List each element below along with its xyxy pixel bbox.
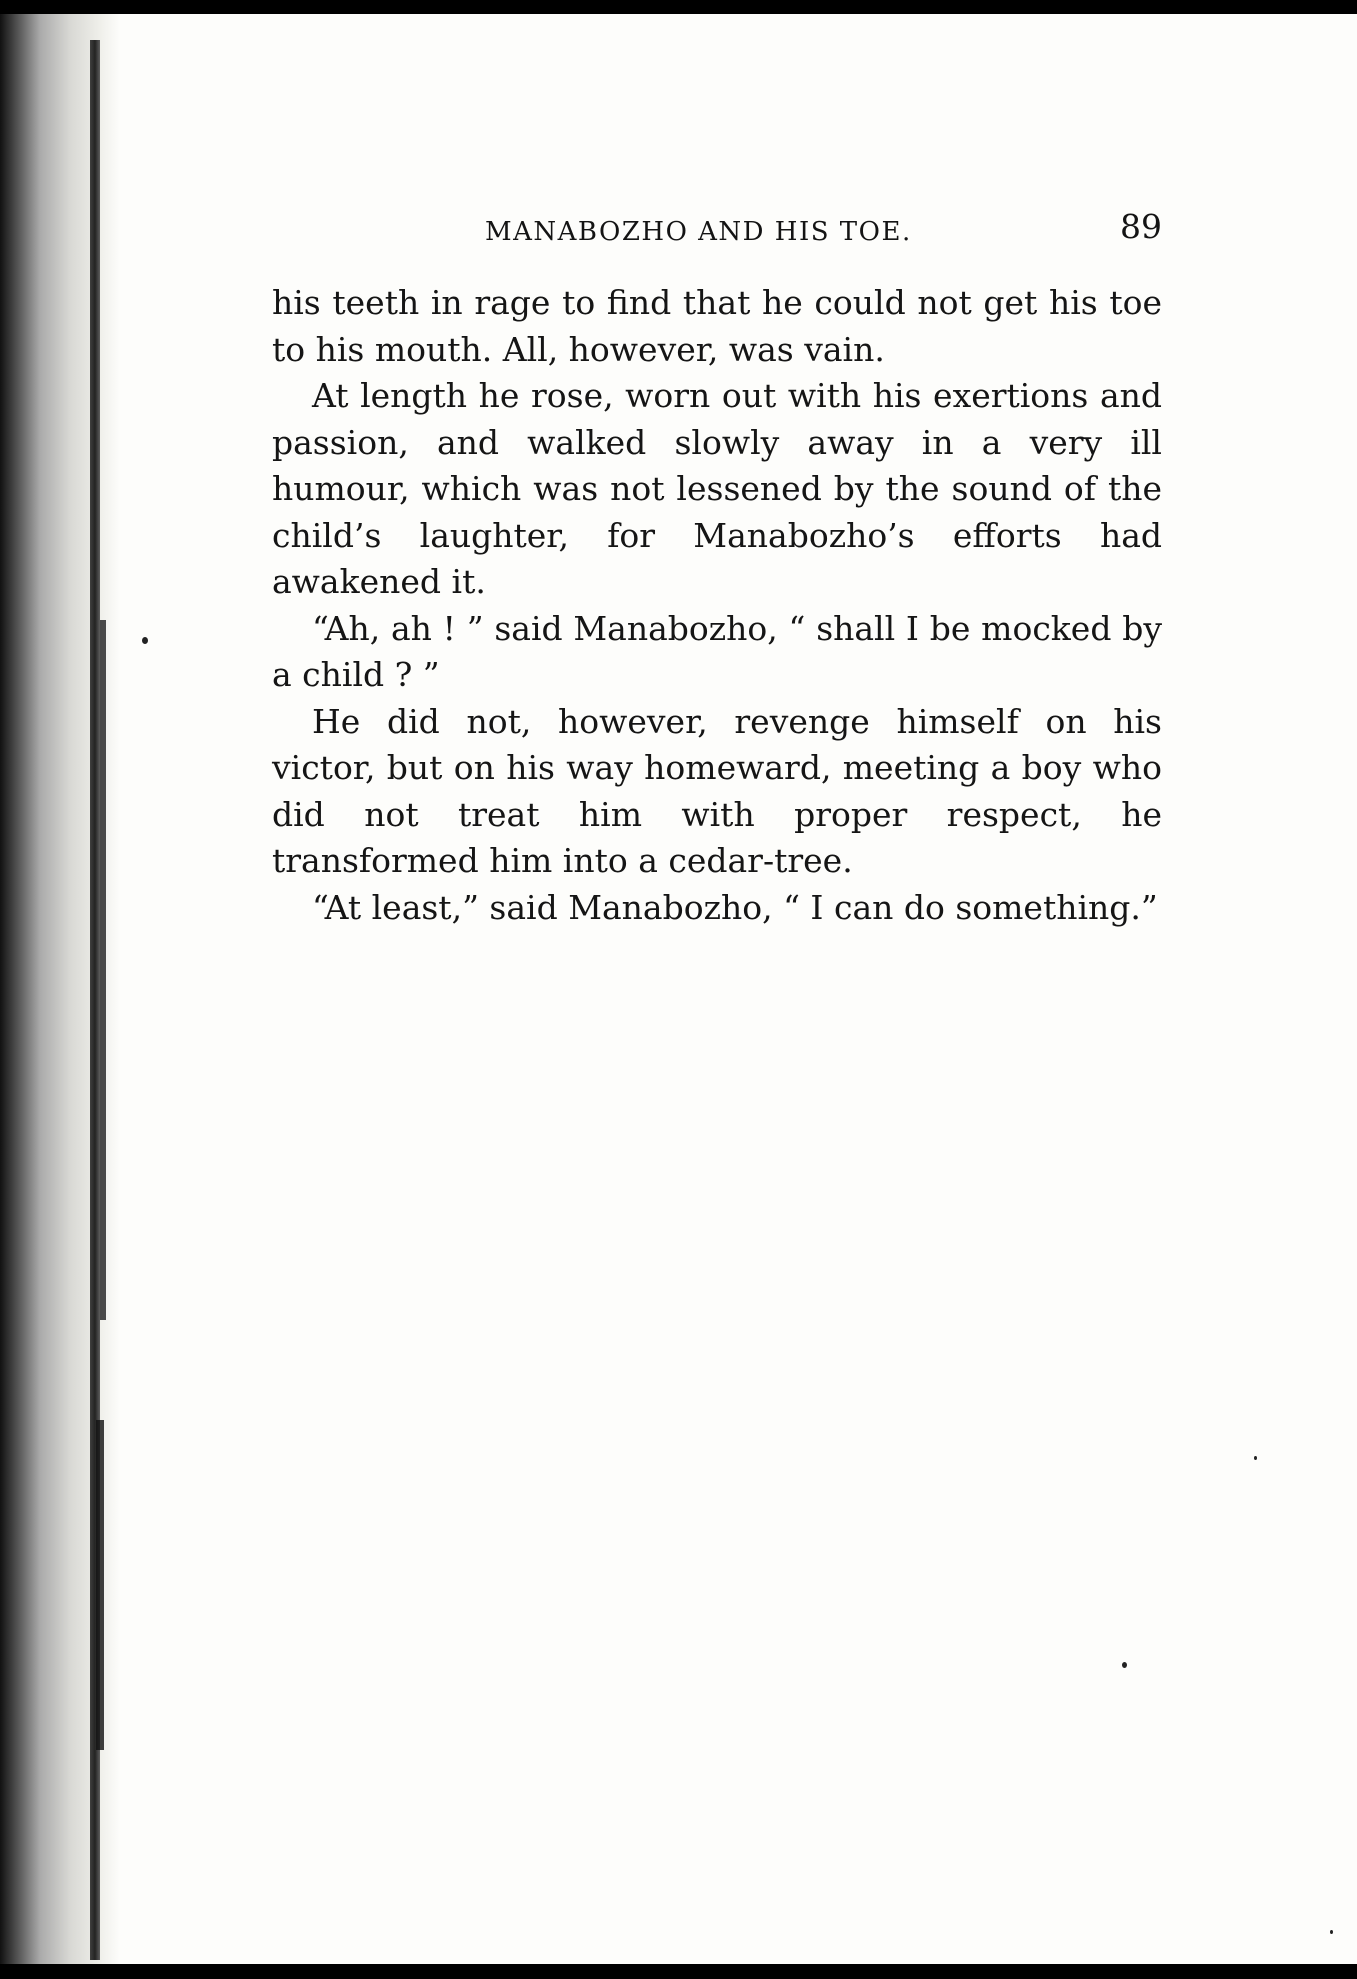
paragraph: “At least,” said Manabozho, “ I can do something.” — [312, 887, 1158, 927]
scan-speck — [1330, 1930, 1333, 1934]
running-head: MANABOZHO AND HIS TOE. — [485, 217, 912, 247]
bottom-border — [0, 1964, 1357, 1979]
body-text — [272, 280, 1162, 931]
binding-edge-mark — [96, 1420, 104, 1750]
top-border — [0, 0, 1357, 14]
scan-speck — [1122, 1662, 1127, 1668]
page-header — [272, 205, 1162, 255]
paragraph: At length he rose, worn out with his exertions and passion, and walked slowly away in a very ill humour, which was not lessened by the sound of the child’s laughter, for Manabozho’s efforts had awakened it. — [272, 376, 1162, 601]
paragraph: “Ah, ah ! ” said Manabozho, “ shall I be mocked by a child ? ” — [272, 608, 1162, 694]
paragraph: his teeth in rage to find that he could not get his toe to his mouth. All, however, was vain. — [272, 283, 1162, 369]
page-number: 89 — [1120, 207, 1162, 246]
paragraph: He did not, however, revenge himself on his victor, but on his way homeward, meeting a boy who did not treat him with proper respect, he transformed him into a cedar-tree. — [272, 701, 1162, 880]
scan-speck — [142, 637, 148, 644]
scan-speck — [1254, 1456, 1257, 1460]
binding-edge-mark — [100, 620, 106, 1320]
